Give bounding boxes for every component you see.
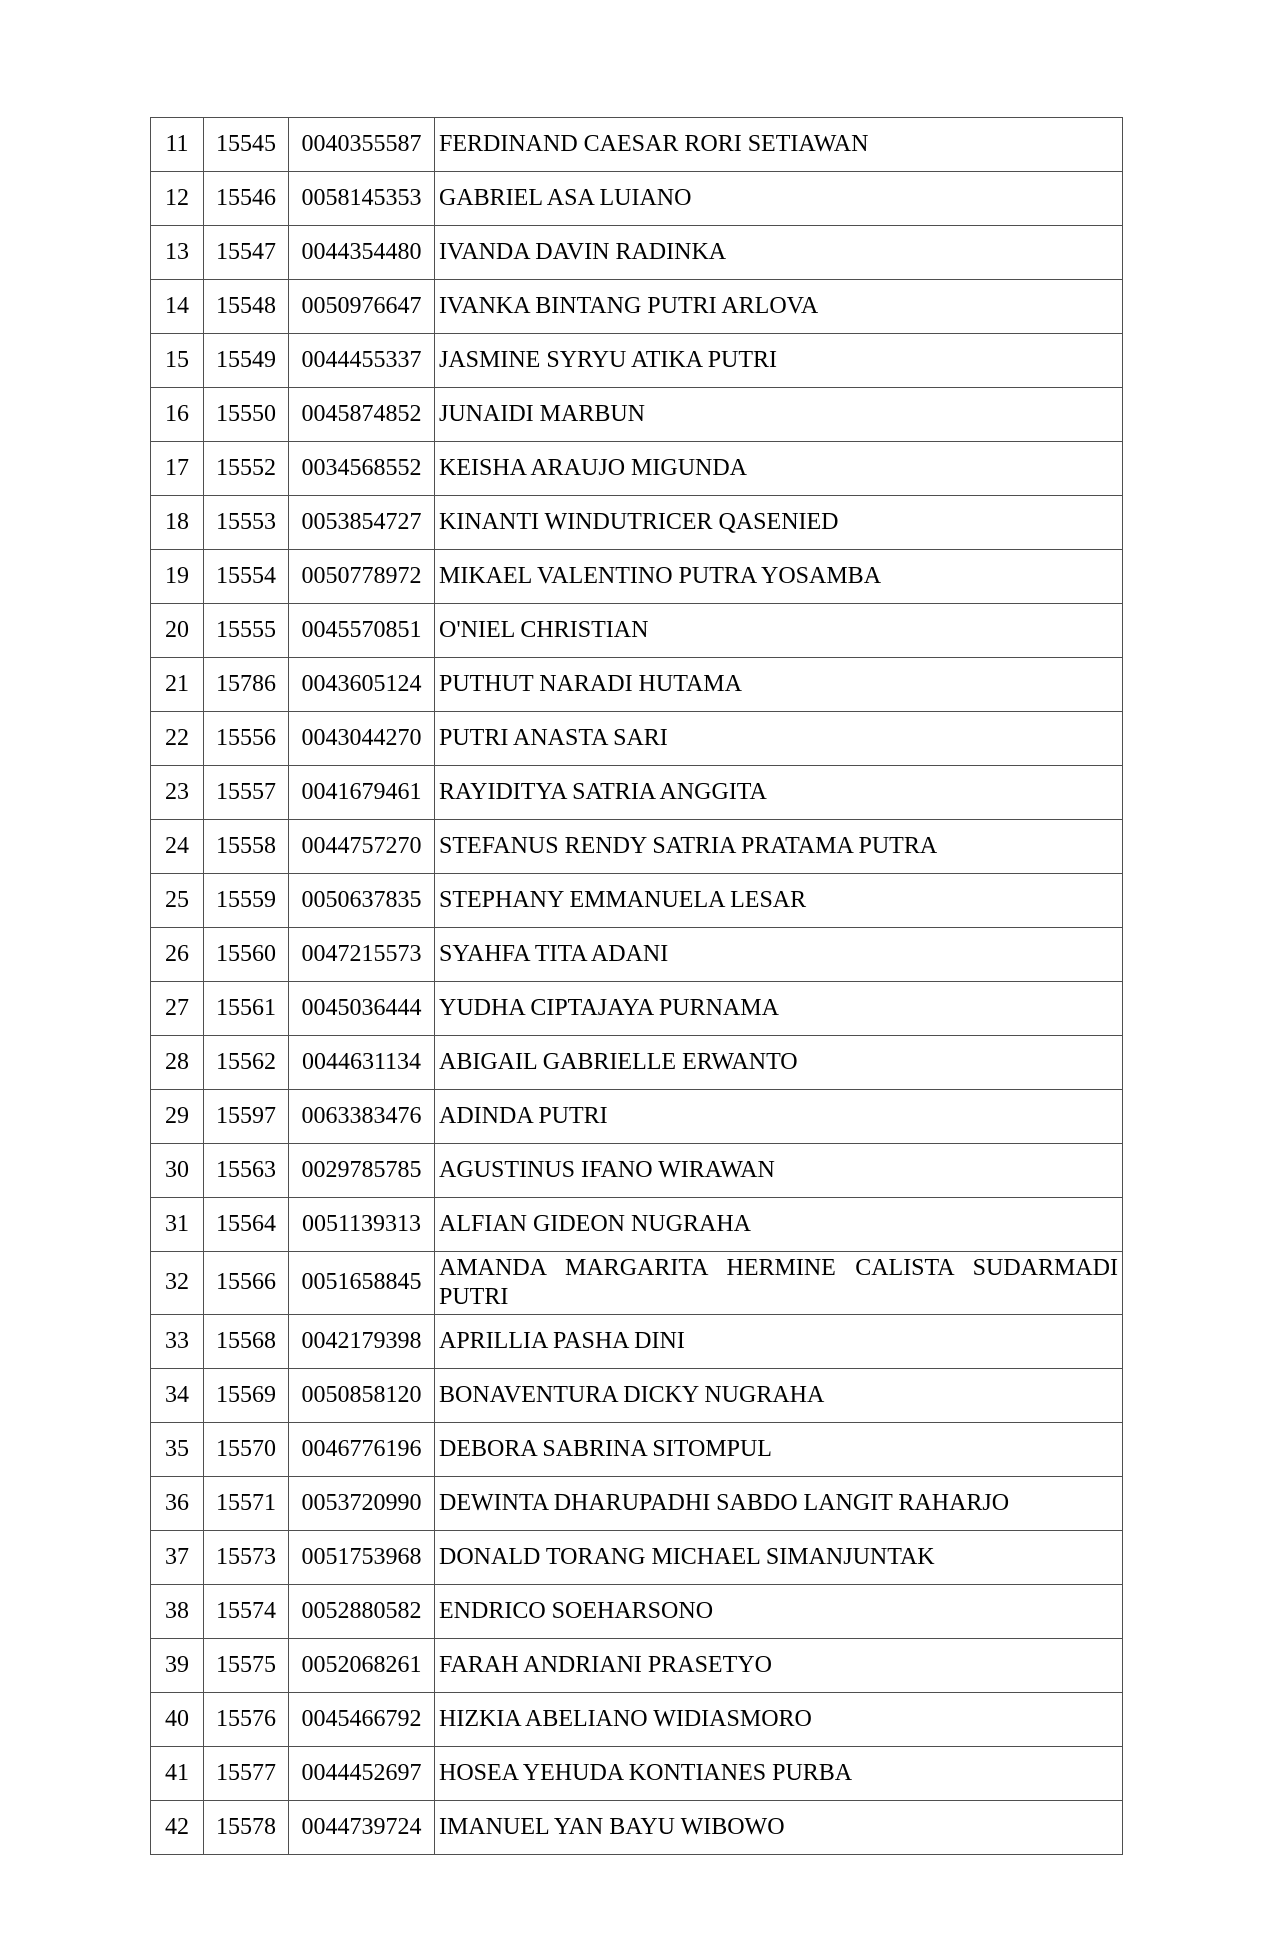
nisn-cell: 0044739724 [289,1800,435,1854]
row-number-cell: 12 [151,172,204,226]
row-number-cell: 24 [151,820,204,874]
row-number-cell: 23 [151,766,204,820]
row-number-cell: 19 [151,550,204,604]
table-row [151,1800,1123,1854]
exam-number-cell: 15559 [204,874,289,928]
exam-number-cell: 15560 [204,928,289,982]
exam-number-cell: 15786 [204,658,289,712]
student-name-cell: ALFIAN GIDEON NUGRAHA [435,1198,1123,1252]
exam-number-cell: 15548 [204,280,289,334]
nisn-cell: 0044631134 [289,1036,435,1090]
exam-number-cell: 15577 [204,1746,289,1800]
student-name-cell: APRILLIA PASHA DINI [435,1314,1123,1368]
nisn-cell: 0052880582 [289,1584,435,1638]
student-name-cell: KINANTI WINDUTRICER QASENIED [435,496,1123,550]
student-name-cell: JASMINE SYRYU ATIKA PUTRI [435,334,1123,388]
table-row [151,1584,1123,1638]
nisn-cell: 0044354480 [289,226,435,280]
table-row [151,388,1123,442]
student-name-cell: FERDINAND CAESAR RORI SETIAWAN [435,118,1123,172]
row-number-cell: 35 [151,1422,204,1476]
row-number-cell: 33 [151,1314,204,1368]
nisn-cell: 0045036444 [289,982,435,1036]
nisn-cell: 0043044270 [289,712,435,766]
table-row [151,442,1123,496]
student-name-cell: BONAVENTURA DICKY NUGRAHA [435,1368,1123,1422]
exam-number-cell: 15556 [204,712,289,766]
nisn-cell: 0044452697 [289,1746,435,1800]
student-name-cell: AGUSTINUS IFANO WIRAWAN [435,1144,1123,1198]
table-row [151,280,1123,334]
exam-number-cell: 15555 [204,604,289,658]
nisn-cell: 0052068261 [289,1638,435,1692]
nisn-cell: 0041679461 [289,766,435,820]
student-name-cell: HOSEA YEHUDA KONTIANES PURBA [435,1746,1123,1800]
row-number-cell: 38 [151,1584,204,1638]
exam-number-cell: 15554 [204,550,289,604]
student-name-cell: ABIGAIL GABRIELLE ERWANTO [435,1036,1123,1090]
table-row [151,820,1123,874]
exam-number-cell: 15571 [204,1476,289,1530]
table-row [151,1746,1123,1800]
student-name-cell: STEFANUS RENDY SATRIA PRATAMA PUTRA [435,820,1123,874]
row-number-cell: 40 [151,1692,204,1746]
nisn-cell: 0053854727 [289,496,435,550]
exam-number-cell: 15576 [204,1692,289,1746]
exam-number-cell: 15549 [204,334,289,388]
row-number-cell: 13 [151,226,204,280]
exam-number-cell: 15553 [204,496,289,550]
row-number-cell: 20 [151,604,204,658]
table-row [151,1422,1123,1476]
table-row [151,1314,1123,1368]
exam-number-cell: 15574 [204,1584,289,1638]
table-row [151,766,1123,820]
row-number-cell: 26 [151,928,204,982]
row-number-cell: 39 [151,1638,204,1692]
table-row [151,496,1123,550]
row-number-cell: 16 [151,388,204,442]
nisn-cell: 0051658845 [289,1252,435,1315]
exam-number-cell: 15578 [204,1800,289,1854]
exam-number-cell: 15557 [204,766,289,820]
table-row [151,982,1123,1036]
table-row [151,1476,1123,1530]
nisn-cell: 0047215573 [289,928,435,982]
student-name-cell: HIZKIA ABELIANO WIDIASMORO [435,1692,1123,1746]
row-number-cell: 37 [151,1530,204,1584]
exam-number-cell: 15573 [204,1530,289,1584]
exam-number-cell: 15563 [204,1144,289,1198]
exam-number-cell: 15561 [204,982,289,1036]
nisn-cell: 0050637835 [289,874,435,928]
table-row [151,1198,1123,1252]
student-roster-table [150,117,1123,1855]
row-number-cell: 11 [151,118,204,172]
table-row [151,658,1123,712]
table-row [151,1530,1123,1584]
table-row [151,1090,1123,1144]
row-number-cell: 28 [151,1036,204,1090]
nisn-cell: 0053720990 [289,1476,435,1530]
nisn-cell: 0058145353 [289,172,435,226]
nisn-cell: 0050976647 [289,280,435,334]
row-number-cell: 21 [151,658,204,712]
exam-number-cell: 15597 [204,1090,289,1144]
exam-number-cell: 15562 [204,1036,289,1090]
nisn-cell: 0029785785 [289,1144,435,1198]
exam-number-cell: 15564 [204,1198,289,1252]
table-row [151,334,1123,388]
exam-number-cell: 15570 [204,1422,289,1476]
table-row [151,604,1123,658]
row-number-cell: 30 [151,1144,204,1198]
exam-number-cell: 15545 [204,118,289,172]
row-number-cell: 22 [151,712,204,766]
nisn-cell: 0044757270 [289,820,435,874]
student-name-cell: IVANDA DAVIN RADINKA [435,226,1123,280]
row-number-cell: 18 [151,496,204,550]
student-name-cell: KEISHA ARAUJO MIGUNDA [435,442,1123,496]
student-name-cell: MIKAEL VALENTINO PUTRA YOSAMBA [435,550,1123,604]
table-row [151,874,1123,928]
row-number-cell: 34 [151,1368,204,1422]
nisn-cell: 0043605124 [289,658,435,712]
exam-number-cell: 15558 [204,820,289,874]
row-number-cell: 17 [151,442,204,496]
nisn-cell: 0063383476 [289,1090,435,1144]
table-row [151,172,1123,226]
student-name-cell: IMANUEL YAN BAYU WIBOWO [435,1800,1123,1854]
row-number-cell: 32 [151,1252,204,1315]
student-name-cell: DEWINTA DHARUPADHI SABDO LANGIT RAHARJO [435,1476,1123,1530]
student-name-cell: STEPHANY EMMANUELA LESAR [435,874,1123,928]
nisn-cell: 0050778972 [289,550,435,604]
student-name-cell: YUDHA CIPTAJAYA PURNAMA [435,982,1123,1036]
exam-number-cell: 15568 [204,1314,289,1368]
table-row [151,1144,1123,1198]
table-row [151,928,1123,982]
row-number-cell: 42 [151,1800,204,1854]
nisn-cell: 0040355587 [289,118,435,172]
exam-number-cell: 15566 [204,1252,289,1315]
table-row [151,226,1123,280]
nisn-cell: 0051753968 [289,1530,435,1584]
student-name-cell: DONALD TORANG MICHAEL SIMANJUNTAK [435,1530,1123,1584]
nisn-cell: 0051139313 [289,1198,435,1252]
student-name-cell: PUTRI ANASTA SARI [435,712,1123,766]
student-name-cell: RAYIDITYA SATRIA ANGGITA [435,766,1123,820]
table-row [151,1252,1123,1315]
nisn-cell: 0034568552 [289,442,435,496]
exam-number-cell: 15550 [204,388,289,442]
student-name-cell: ADINDA PUTRI [435,1090,1123,1144]
nisn-cell: 0044455337 [289,334,435,388]
exam-number-cell: 15575 [204,1638,289,1692]
student-name-cell: DEBORA SABRINA SITOMPUL [435,1422,1123,1476]
row-number-cell: 31 [151,1198,204,1252]
exam-number-cell: 15552 [204,442,289,496]
nisn-cell: 0046776196 [289,1422,435,1476]
exam-number-cell: 15546 [204,172,289,226]
nisn-cell: 0045466792 [289,1692,435,1746]
student-name-cell: ENDRICO SOEHARSONO [435,1584,1123,1638]
nisn-cell: 0045570851 [289,604,435,658]
row-number-cell: 29 [151,1090,204,1144]
nisn-cell: 0045874852 [289,388,435,442]
row-number-cell: 27 [151,982,204,1036]
student-name-cell: SYAHFA TITA ADANI [435,928,1123,982]
student-name-cell: O'NIEL CHRISTIAN [435,604,1123,658]
row-number-cell: 25 [151,874,204,928]
student-name-cell: IVANKA BINTANG PUTRI ARLOVA [435,280,1123,334]
row-number-cell: 14 [151,280,204,334]
table-row [151,1368,1123,1422]
table-row [151,550,1123,604]
student-name-cell: GABRIEL ASA LUIANO [435,172,1123,226]
table-row [151,1692,1123,1746]
table-row [151,1638,1123,1692]
student-name-cell: AMANDA MARGARITA HERMINE CALISTA SUDARMADI PUTRI [435,1252,1123,1315]
nisn-cell: 0050858120 [289,1368,435,1422]
table-row [151,1036,1123,1090]
table-row [151,712,1123,766]
row-number-cell: 36 [151,1476,204,1530]
table-row [151,118,1123,172]
row-number-cell: 15 [151,334,204,388]
nisn-cell: 0042179398 [289,1314,435,1368]
row-number-cell: 41 [151,1746,204,1800]
student-name-cell: JUNAIDI MARBUN [435,388,1123,442]
table-body [151,118,1123,1855]
exam-number-cell: 15569 [204,1368,289,1422]
student-name-cell: FARAH ANDRIANI PRASETYO [435,1638,1123,1692]
student-name-cell: PUTHUT NARADI HUTAMA [435,658,1123,712]
exam-number-cell: 15547 [204,226,289,280]
